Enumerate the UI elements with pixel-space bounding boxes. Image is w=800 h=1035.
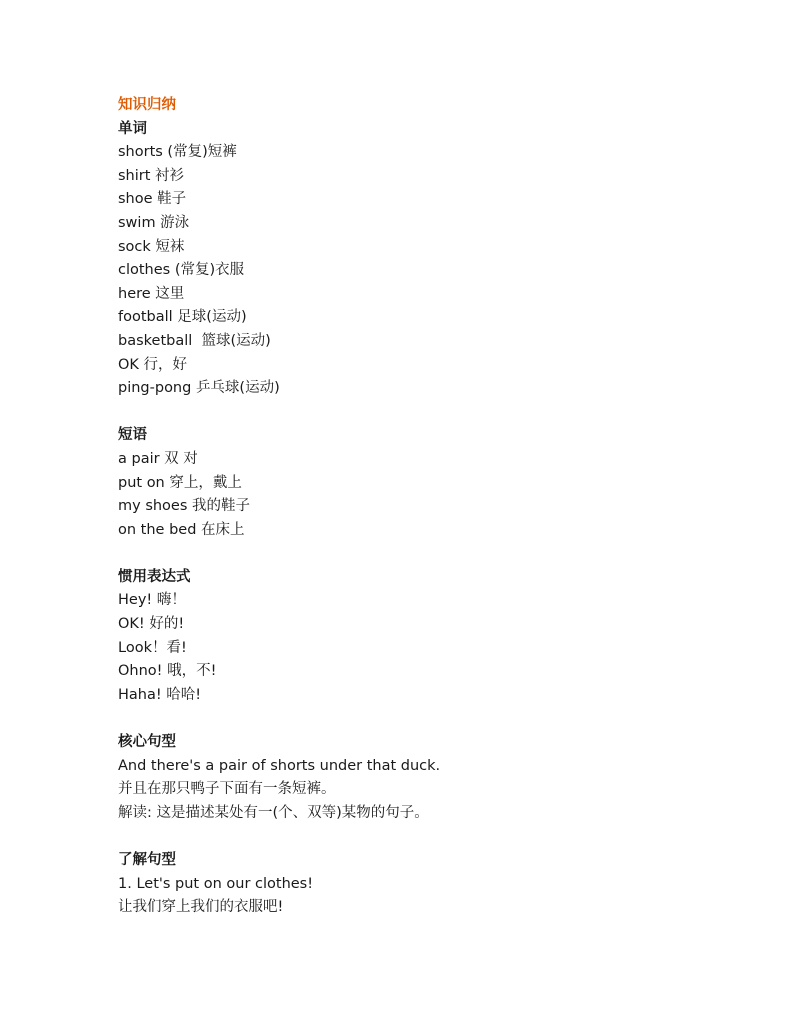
expression-item: Look！看! [118,639,187,656]
word-item: OK 行，好 [118,356,188,373]
document-content [118,94,758,920]
word-item: clothes (常复)衣服 [118,262,245,279]
phrase-item: on the bed 在床上 [118,521,245,538]
phrase-item: my shoes 我的鞋子 [118,498,251,515]
core-sentences-heading: 核心句型 [118,734,176,751]
word-item: swim 游泳 [118,214,190,231]
expression-item: Hey! 嗨！ [118,592,186,609]
core-sentence-english: And there's a pair of shorts under that duck. [118,757,441,774]
phrase-item: put on 穿上，戴上 [118,474,242,491]
word-item: basketball 篮球(运动) [118,332,271,349]
section-spacer [118,825,758,849]
expression-item: Ohno! 哦，不! [118,663,217,680]
understand-sentence-translation: 让我们穿上我们的衣服吧! [118,899,284,916]
words-heading: 单词 [118,120,147,137]
section-spacer [118,542,758,566]
word-item: shorts (常复)短裤 [118,144,237,161]
understand-sentence-english: 1. Let's put on our clothes! [118,875,314,892]
understand-sentences-heading: 了解句型 [118,852,176,868]
word-item: shoe 鞋子 [118,191,187,208]
expressions-heading: 惯用表达式 [118,568,191,585]
expression-item: Haha! 哈哈! [118,686,202,703]
phrases-heading: 短语 [118,427,147,444]
word-item: football 足球(运动) [118,309,247,326]
word-item: here 这里 [118,285,185,302]
word-item: sock 短袜 [118,238,185,255]
expression-item: OK! 好的! [118,616,185,633]
phrase-item: a pair 双 对 [118,450,198,467]
word-item: shirt 衬衫 [118,167,185,184]
document-title: 知识归纳 [118,97,176,113]
section-spacer [118,707,758,731]
core-sentence-translation: 并且在那只鸭子下面有一条短裤。 [118,781,336,798]
core-sentence-explanation: 解读: 这是描述某处有一(个、双等)某物的句子。 [118,804,429,821]
word-item: ping-pong 乒乓球(运动) [118,380,280,397]
section-spacer [118,401,758,425]
